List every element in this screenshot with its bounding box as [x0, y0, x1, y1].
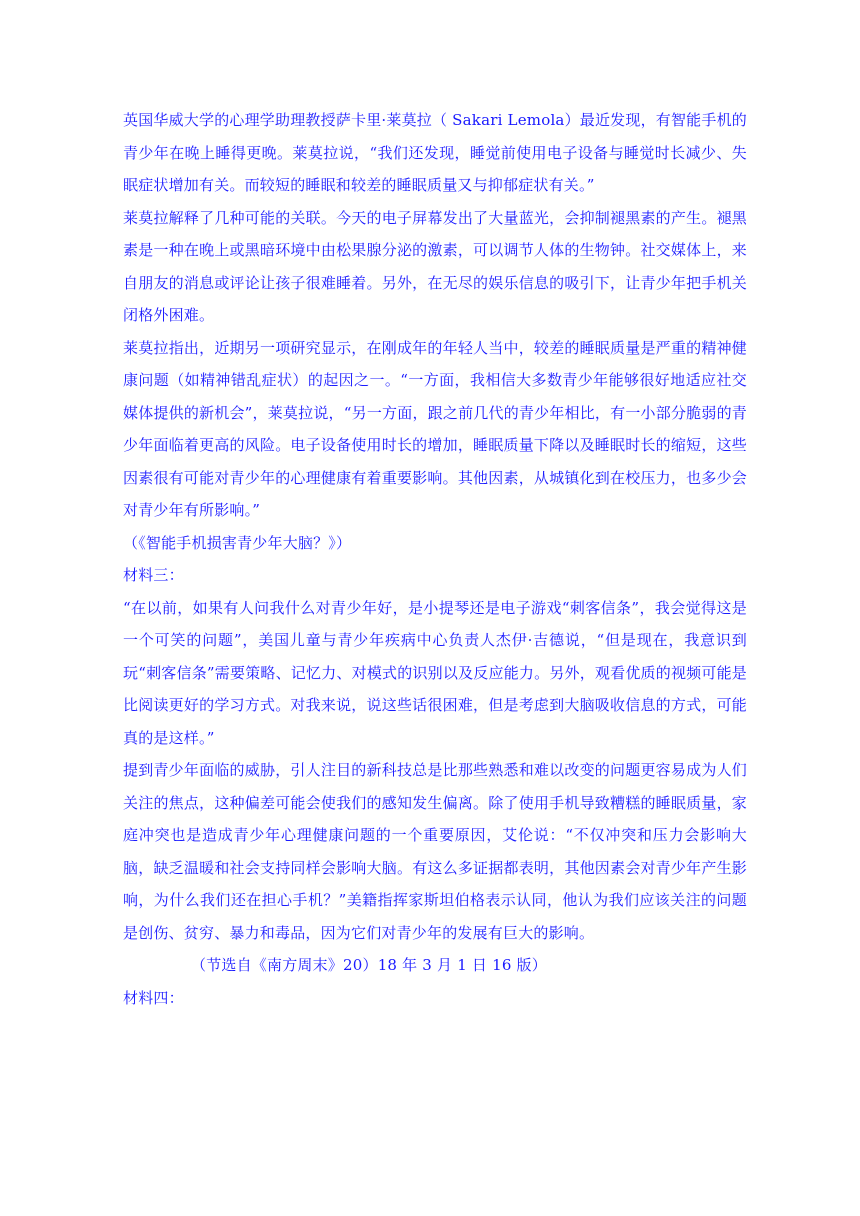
paragraph-lemola-finding: 英国华威大学的心理学助理教授萨卡里·莱莫拉（ Sakari Lemola）最近发现，有智能手机的青少年在晚上睡得更晚。莱莫拉说，“我们还发现，睡觉前使用电子设备与睡觉时长减少、失眠症状增加有关。而较短的睡眠和较差的睡眠质量又与抑郁症状有关。” [123, 111, 747, 194]
document-body [123, 104, 747, 1014]
paragraph-lemola-explanation: 莱莫拉解释了几种可能的关联。今天的电子屏幕发出了大量蓝光，会抑制褪黑素的产生。褪黑素是一种在晚上或黑暗环境中由松果腺分泌的激素，可以调节人体的生物钟。社交媒体上，来自朋友的消息或评论让孩子很难睡着。另外，在无尽的娱乐信息的吸引下，让青少年把手机关闭格外困难。 [123, 208, 747, 324]
source-citation-material-2: （《智能手机损害青少年大脑？》） [123, 533, 352, 552]
paragraph-lemola-research: 莱莫拉指出，近期另一项研究显示，在刚成年的年轻人当中，较差的睡眠质量是严重的精神健康问题（如精神错乱症状）的起因之一。“一方面，我相信大多数青少年能够很好地适应社交媒体提供的新机会”，莱莫拉说，“另一方面，跟之前几代的青少年相比，有一小部分脆弱的青少年面临着更高的风险。电子设备使用时长的增加，睡眠质量下降以及睡眠时长的缩短，这些因素很有可能对青少年的心理健康有着重要影响。其他因素，从城镇化到在校压力，也多少会对青少年有所影响。” [123, 338, 747, 519]
paragraph-threats-discussion: 提到青少年面临的威胁，引人注目的新科技总是比那些熟悉和难以改变的问题更容易成为人们关注的焦点，这种偏差可能会使我们的感知发生偏离。除了使用手机导致糟糕的睡眠质量，家庭冲突也是造成青少年心理健康问题的一个重要原因，艾伦说：“不仅冲突和压力会影响大脑，缺乏温暖和社会支持同样会影响大脑。有这么多证据都表明，其他因素会对青少年产生影响，为什么我们还在担心手机？”美籍指挥家斯坦伯格表示认同，他认为我们应该关注的问题是创伤、贫穷、暴力和毒品，因为它们对青少年的发展有巨大的影响。 [123, 761, 747, 942]
source-citation-material-3: （节选自《南方周末》20）18 年 3 月 1 日 16 版） [191, 956, 547, 974]
heading-material-4: 材料四： [123, 988, 184, 1007]
paragraph-jay-giedd-quote: “在以前，如果有人问我什么对青少年好，是小提琴还是电子游戏“刺客信条”，我会觉得这是一个可笑的问题”，美国儿童与青少年疾病中心负责人杰伊·吉德说，“但是现在，我意识到玩“刺客信条”需要策略、记忆力、对模式的识别以及反应能力。另外，观看优质的视频可能是比阅读更好的学习方式。对我来说，说这些话很困难，但是考虑到大脑吸收信息的方式，可能真的是这样。” [123, 598, 747, 747]
heading-material-3: 材料三： [123, 566, 184, 584]
